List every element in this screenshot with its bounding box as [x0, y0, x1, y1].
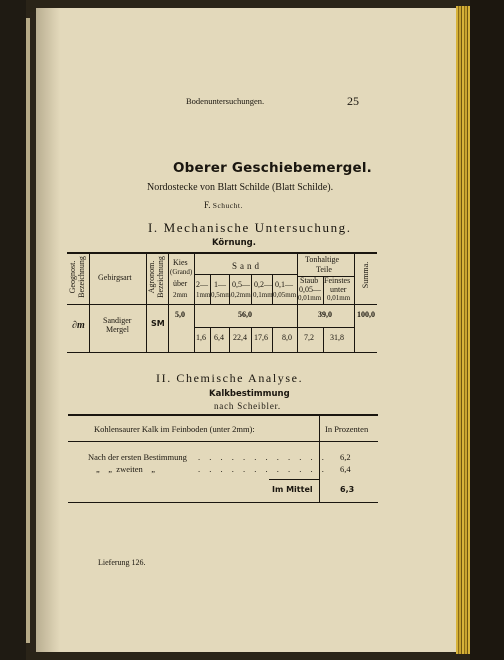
header-sand-col-1: 2—	[196, 280, 208, 289]
header-feinstes-1: Feinstes	[324, 276, 351, 285]
header-feinstes-3: 0,01mm	[327, 294, 351, 302]
cell-gebirgsart-2: Mergel	[106, 325, 129, 334]
header-sand-col-2: 1—	[214, 280, 226, 289]
header-agronom-line2: Bezeichnung	[156, 256, 165, 298]
kalk-row-2-label: „ „ zweiten „	[96, 464, 155, 474]
header-sand-unit-5: 0,05mm	[273, 291, 297, 299]
scan-right-edge	[470, 0, 504, 660]
col-rule	[229, 274, 230, 304]
kalk-bottom-rule	[68, 502, 378, 503]
header-agronom-line1: Agronom.	[147, 260, 156, 294]
kalk-mean-value: 6,3	[340, 485, 355, 494]
kalk-sum-rule	[269, 479, 319, 480]
header-sand-unit-1: 1mm	[196, 291, 211, 299]
page-title: Oberer Geschiebemergel.	[173, 160, 373, 176]
cell-sand-5: 8,0	[282, 333, 292, 342]
running-head: Bodenuntersuchungen.	[186, 96, 265, 106]
col-rule	[272, 327, 273, 352]
col-rule	[354, 252, 355, 352]
header-kies-1: Kies	[173, 258, 188, 267]
header-sand-col-4: 0,2—	[254, 280, 272, 289]
header-feinstes-2: unter	[330, 285, 347, 294]
cell-feinstes: 31,8	[330, 333, 344, 342]
author	[204, 200, 243, 210]
kalk-header-rule	[68, 441, 378, 442]
kalk-row-1-value: 6,2	[340, 452, 351, 462]
cell-sand-4: 17,6	[254, 333, 268, 342]
col-rule	[89, 252, 90, 352]
page-edges	[456, 6, 470, 654]
cell-geognost: ∂m	[72, 320, 85, 331]
col-rule	[251, 274, 252, 304]
col-rule	[210, 327, 211, 352]
kalk-top-rule	[68, 414, 378, 416]
cell-kies: 5,0	[175, 310, 185, 319]
cell-sand-3: 22,4	[233, 333, 247, 342]
section-subtitle-kalk: Kalkbestimmung	[209, 389, 290, 399]
sand-rule	[228, 274, 298, 275]
sand-rule-left	[194, 274, 228, 275]
col-rule	[297, 252, 298, 352]
header-gebirgsart: Gebirgsart	[98, 273, 132, 282]
col-rule	[323, 327, 324, 352]
section-title-chemical: II. Chemische Analyse.	[156, 371, 304, 385]
col-rule	[210, 274, 211, 304]
cell-ton-total: 39,0	[318, 310, 332, 319]
table-top-rule	[67, 252, 377, 254]
kalk-row-2-value: 6,4	[340, 464, 351, 474]
header-summa-text: Summa.	[361, 261, 370, 289]
cell-staub: 7,2	[304, 333, 314, 342]
header-staub-1: Staub	[300, 276, 319, 285]
header-summa	[361, 258, 370, 292]
section-subtitle-koernung: Körnung.	[212, 238, 256, 248]
header-sand-col-5: 0,1—	[275, 280, 293, 289]
col-rule	[229, 327, 230, 352]
kalk-mean-label: Im Mittel	[272, 485, 313, 494]
header-staub-3: 0,01mm	[298, 294, 322, 302]
col-rule	[272, 274, 273, 304]
header-sand-unit-4: 0,1mm	[253, 291, 273, 299]
col-rule	[168, 252, 169, 352]
section-title-mechanical: I. Mechanische Untersuchung.	[148, 220, 352, 235]
cell-gebirgsart-1: Sandiger	[103, 316, 132, 325]
cell-sand-total: 56,0	[238, 310, 252, 319]
header-tonhaltige-2: Teile	[316, 265, 332, 274]
scan-left-edge	[0, 0, 26, 660]
totals-rule	[194, 327, 354, 328]
cell-agronom: SM	[151, 319, 165, 328]
cell-sand-1: 1,6	[196, 333, 206, 342]
cell-sand-2: 6,4	[214, 333, 224, 342]
footer-lieferung: Lieferung 126.	[98, 558, 146, 567]
header-kies-4: 2mm	[173, 291, 188, 299]
header-tonhaltige-1: Tonhaltige	[305, 255, 340, 264]
kalk-header-left: Kohlensaurer Kalk im Feinboden (unter 2mm):	[94, 424, 255, 434]
header-sand-col-3: 0,5—	[232, 280, 250, 289]
header-bottom-rule	[67, 304, 377, 305]
kalk-row-2-dots: . . . . . . . . . . . .	[198, 464, 328, 474]
header-agronom	[147, 254, 165, 300]
header-geognost	[68, 254, 86, 300]
kalk-row-1-label: Nach der ersten Bestimmung	[88, 452, 187, 462]
page-subtitle: Nordostecke von Blatt Schilde (Blatt Schilde).	[147, 182, 334, 193]
header-geognost-line1: Geognost.	[68, 260, 77, 294]
header-geognost-line2: Bezeichnung	[77, 256, 86, 298]
author-name: Schucht.	[212, 201, 243, 210]
col-rule	[251, 327, 252, 352]
header-sand-unit-3: 0,2mm	[231, 291, 251, 299]
header-sand: Sand	[232, 261, 262, 271]
header-kies-2: (Grand)	[170, 268, 193, 276]
header-kies-3: über	[173, 279, 188, 288]
page-number: 25	[347, 94, 359, 108]
cell-summa: 100,0	[357, 310, 375, 319]
section-subtitle-scheibler: nach Scheibler.	[214, 401, 281, 411]
page-shadow	[36, 8, 60, 652]
kalk-row-1-dots: . . . . . . . . . . . .	[198, 452, 328, 462]
kalk-header-right: In Prozenten	[325, 424, 369, 434]
header-sand-unit-2: 0,5mm	[211, 291, 231, 299]
header-staub-2: 0,05—	[299, 285, 321, 294]
author-initial: F.	[204, 200, 211, 210]
col-rule	[194, 252, 195, 352]
table-bottom-rule	[67, 352, 377, 353]
